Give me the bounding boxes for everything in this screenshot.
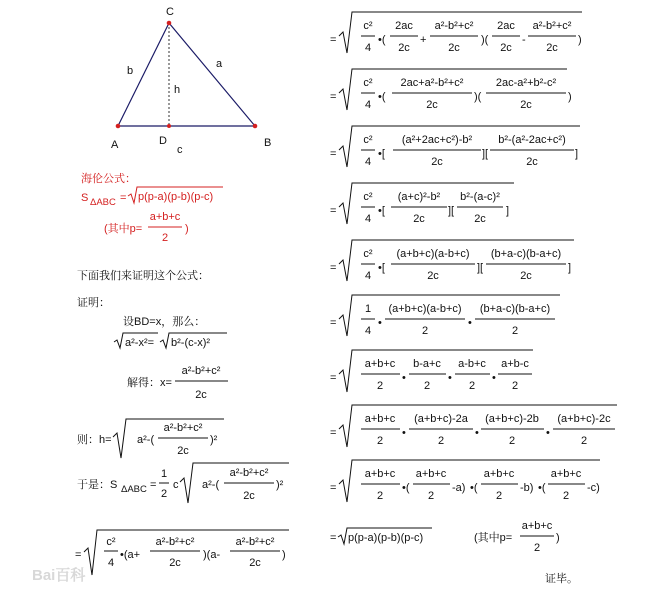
svg-text:a+b+c: a+b+c bbox=[364, 468, 396, 480]
qed-text: 证毕。 bbox=[545, 573, 578, 585]
svg-text:2c: 2c bbox=[474, 213, 486, 225]
svg-text:=: = bbox=[150, 479, 157, 491]
svg-text:b²-(a²-2ac+c²): b²-(a²-2ac+c²) bbox=[498, 134, 566, 146]
proof-label: 证明： bbox=[77, 297, 110, 309]
svg-text:b-a+c: b-a+c bbox=[413, 358, 441, 370]
svg-text:2: 2 bbox=[495, 490, 503, 502]
svg-text:]: ] bbox=[506, 205, 510, 217]
svg-text:=: = bbox=[75, 549, 82, 561]
side-b-label: b bbox=[127, 65, 134, 77]
svg-text:a+b+c: a+b+c bbox=[364, 413, 396, 425]
vertex-c-label: C bbox=[166, 6, 174, 18]
svg-text:2: 2 bbox=[376, 380, 384, 392]
foot-d-point bbox=[167, 124, 171, 128]
svg-text:b²-(c-x)²: b²-(c-x)² bbox=[171, 337, 211, 349]
svg-text:2ac: 2ac bbox=[395, 20, 413, 32]
svg-text:a²-b²+c²: a²-b²+c² bbox=[434, 20, 474, 32]
svg-text:a²-(: a²-( bbox=[137, 434, 155, 446]
side-c-label: c bbox=[177, 144, 183, 156]
svg-text:4: 4 bbox=[107, 557, 115, 569]
svg-text:)(: )( bbox=[481, 34, 489, 46]
svg-text:2c: 2c bbox=[398, 42, 410, 54]
svg-text:=: = bbox=[330, 372, 337, 384]
svg-text:4: 4 bbox=[364, 213, 372, 225]
svg-text:4: 4 bbox=[364, 156, 372, 168]
svg-text:4: 4 bbox=[364, 270, 372, 282]
svg-text:2c: 2c bbox=[520, 99, 532, 111]
svg-text:b²-(a-c)²: b²-(a-c)² bbox=[460, 191, 500, 203]
heron-radicand: p(p-a)(p-b)(p-c) bbox=[138, 191, 214, 203]
svg-text:ΔABC: ΔABC bbox=[121, 484, 147, 495]
heron-equals: = bbox=[120, 192, 127, 204]
svg-text:•: • bbox=[546, 427, 550, 439]
svg-text:2c: 2c bbox=[169, 557, 181, 569]
intro-text: 下面我们来证明这个公式： bbox=[77, 270, 209, 282]
svg-text:c²: c² bbox=[106, 536, 116, 548]
svg-text:a²-b²+c²: a²-b²+c² bbox=[163, 422, 203, 434]
svg-text:a²-b²+c²: a²-b²+c² bbox=[235, 536, 275, 548]
svg-text:2c: 2c bbox=[426, 99, 438, 111]
right-step-3 bbox=[330, 126, 580, 168]
svg-text:=: = bbox=[330, 148, 337, 160]
svg-text:c²: c² bbox=[363, 248, 373, 260]
so-label: 于是：S bbox=[77, 479, 118, 491]
svg-text:•: • bbox=[378, 317, 382, 329]
heron-where-denominator: 2 bbox=[161, 232, 169, 244]
svg-text:=: = bbox=[330, 91, 337, 103]
proof-area bbox=[77, 463, 289, 503]
svg-text:(b+a-c)(b-a+c): (b+a-c)(b-a+c) bbox=[479, 303, 551, 315]
proof-solve-x bbox=[127, 365, 228, 401]
svg-text:)(: )( bbox=[474, 91, 482, 103]
svg-text:4: 4 bbox=[364, 99, 372, 111]
svg-text:2c: 2c bbox=[413, 213, 425, 225]
svg-text:(a+b+c)-2c: (a+b+c)-2c bbox=[557, 413, 611, 425]
vertex-a-point bbox=[116, 124, 121, 129]
side-a-label: a bbox=[216, 58, 223, 70]
svg-text:2: 2 bbox=[376, 490, 384, 502]
triangle-diagram bbox=[111, 6, 271, 156]
svg-text:2c: 2c bbox=[546, 42, 558, 54]
svg-text:)(a-: )(a- bbox=[203, 549, 221, 561]
svg-text:•: • bbox=[475, 427, 479, 439]
side-a-line bbox=[169, 23, 255, 126]
then-label: 则：h= bbox=[77, 434, 112, 446]
proof-equation-1 bbox=[114, 333, 227, 349]
svg-text:=: = bbox=[330, 205, 337, 217]
right-step-6 bbox=[330, 295, 560, 337]
svg-text:]: ] bbox=[575, 148, 579, 160]
svg-text:2c: 2c bbox=[431, 156, 443, 168]
svg-text:2: 2 bbox=[376, 435, 384, 447]
svg-text:2: 2 bbox=[562, 490, 570, 502]
svg-text:a²-(: a²-( bbox=[202, 479, 220, 491]
right-final bbox=[330, 520, 578, 585]
svg-text:2c: 2c bbox=[520, 270, 532, 282]
svg-text:a+b+c: a+b+c bbox=[483, 468, 515, 480]
svg-text:a²-b²+c²: a²-b²+c² bbox=[532, 20, 572, 32]
svg-text:): ) bbox=[568, 91, 572, 103]
svg-text:•(: •( bbox=[378, 34, 386, 46]
watermark-logo: Bai百科 bbox=[32, 567, 86, 584]
svg-text:•(: •( bbox=[538, 482, 546, 494]
svg-text:•(: •( bbox=[470, 482, 478, 494]
svg-text:2c: 2c bbox=[177, 445, 189, 457]
svg-text:+: + bbox=[420, 34, 427, 46]
svg-text:4: 4 bbox=[364, 42, 372, 54]
heron-title: 海伦公式： bbox=[81, 173, 136, 185]
svg-text:a-b+c: a-b+c bbox=[458, 358, 486, 370]
svg-text:•: • bbox=[468, 317, 472, 329]
svg-text:a+b-c: a+b-c bbox=[501, 358, 529, 370]
svg-text:•(: •( bbox=[378, 91, 386, 103]
svg-text:a+b+c: a+b+c bbox=[521, 520, 553, 532]
height-label: h bbox=[174, 84, 181, 96]
svg-text:1: 1 bbox=[160, 468, 168, 480]
svg-text:4: 4 bbox=[364, 325, 372, 337]
right-step-2 bbox=[330, 69, 572, 111]
right-step-4 bbox=[330, 183, 514, 225]
right-step-7 bbox=[330, 350, 533, 392]
svg-text:): ) bbox=[578, 34, 582, 46]
svg-text:•: • bbox=[402, 427, 406, 439]
svg-text:-: - bbox=[522, 34, 526, 46]
svg-text:): ) bbox=[556, 532, 560, 544]
svg-text:=: = bbox=[330, 262, 337, 274]
svg-text:)²: )² bbox=[276, 479, 284, 491]
heron-s: S bbox=[81, 192, 89, 204]
svg-text:c²: c² bbox=[363, 77, 373, 89]
svg-text:2ac+a²-b²+c²: 2ac+a²-b²+c² bbox=[400, 77, 464, 89]
svg-text:(a+c)²-b²: (a+c)²-b² bbox=[397, 191, 441, 203]
svg-text:c²: c² bbox=[363, 191, 373, 203]
svg-text:=: = bbox=[330, 532, 337, 544]
svg-text:•(a+: •(a+ bbox=[120, 549, 141, 561]
svg-text:(a+b+c)(a-b+c): (a+b+c)(a-b+c) bbox=[396, 248, 470, 260]
right-step-1 bbox=[330, 12, 582, 54]
svg-text:a+b+c: a+b+c bbox=[550, 468, 582, 480]
svg-text:(a+b+c)(a-b+c): (a+b+c)(a-b+c) bbox=[388, 303, 462, 315]
svg-text:2: 2 bbox=[437, 435, 445, 447]
svg-text:a²-b²+c²: a²-b²+c² bbox=[229, 467, 269, 479]
svg-text:-c): -c) bbox=[587, 482, 600, 494]
heron-subscript: ΔABC bbox=[90, 197, 116, 208]
svg-text:c²: c² bbox=[363, 20, 373, 32]
right-step-5 bbox=[330, 240, 574, 282]
svg-text:•: • bbox=[448, 372, 452, 384]
final-where-open: (其中p= bbox=[474, 532, 513, 544]
svg-text:][: ][ bbox=[477, 262, 484, 274]
svg-text:2: 2 bbox=[580, 435, 588, 447]
heron-where-numerator: a+b+c bbox=[149, 211, 181, 223]
svg-text:2: 2 bbox=[511, 325, 519, 337]
svg-text:a²-b²+c²: a²-b²+c² bbox=[155, 536, 195, 548]
svg-text:(b+a-c)(b-a+c): (b+a-c)(b-a+c) bbox=[490, 248, 562, 260]
solve-label: 解得：x= bbox=[127, 377, 172, 389]
svg-text:a+b+c: a+b+c bbox=[415, 468, 447, 480]
proof-area-expanded bbox=[75, 530, 289, 575]
proof-let-bd: 设BD=x，那么： bbox=[123, 316, 206, 328]
vertex-b-label: B bbox=[264, 137, 272, 149]
svg-text:=: = bbox=[330, 482, 337, 494]
svg-text:a²-b²+c²: a²-b²+c² bbox=[181, 365, 221, 377]
svg-text:2: 2 bbox=[508, 435, 516, 447]
right-step-8 bbox=[330, 405, 617, 447]
svg-text:2c: 2c bbox=[195, 389, 207, 401]
svg-text:c²: c² bbox=[363, 134, 373, 146]
side-b-line bbox=[118, 23, 169, 126]
svg-text:1: 1 bbox=[364, 303, 372, 315]
foot-d-label: D bbox=[159, 135, 167, 147]
svg-text:•: • bbox=[492, 372, 496, 384]
svg-text:•: • bbox=[402, 372, 406, 384]
svg-text:(a²+2ac+c²)-b²: (a²+2ac+c²)-b² bbox=[401, 134, 473, 146]
svg-text:]: ] bbox=[568, 262, 572, 274]
svg-text:2: 2 bbox=[421, 325, 429, 337]
heron-where-close: ) bbox=[185, 223, 189, 235]
heron-formula bbox=[81, 171, 223, 244]
proof-height bbox=[77, 419, 224, 458]
svg-text:2: 2 bbox=[423, 380, 431, 392]
svg-text:=: = bbox=[330, 34, 337, 46]
svg-text:c: c bbox=[173, 479, 179, 491]
svg-text:-a): -a) bbox=[452, 482, 466, 494]
vertex-c-point bbox=[167, 21, 172, 26]
svg-text:2c: 2c bbox=[427, 270, 439, 282]
svg-text:•[: •[ bbox=[378, 205, 385, 217]
svg-text:•[: •[ bbox=[378, 148, 385, 160]
final-radicand: p(p-a)(p-b)(p-c) bbox=[348, 532, 424, 544]
svg-text:(a+b+c)-2b: (a+b+c)-2b bbox=[485, 413, 539, 425]
svg-text:2: 2 bbox=[160, 488, 168, 500]
svg-text:2c: 2c bbox=[249, 557, 261, 569]
vertex-a-label: A bbox=[111, 139, 119, 151]
svg-text:2ac-a²+b²-c²: 2ac-a²+b²-c² bbox=[495, 77, 557, 89]
svg-text:2ac: 2ac bbox=[497, 20, 515, 32]
svg-text:•(: •( bbox=[402, 482, 410, 494]
svg-text:2: 2 bbox=[468, 380, 476, 392]
svg-text:(a+b+c)-2a: (a+b+c)-2a bbox=[414, 413, 468, 425]
vertex-b-point bbox=[253, 124, 258, 129]
svg-text:=: = bbox=[330, 427, 337, 439]
svg-text:•[: •[ bbox=[378, 262, 385, 274]
right-step-9 bbox=[330, 460, 600, 502]
svg-text:=: = bbox=[330, 317, 337, 329]
svg-text:][: ][ bbox=[482, 148, 489, 160]
svg-text:2c: 2c bbox=[448, 42, 460, 54]
heron-where-open: (其中p= bbox=[104, 223, 143, 235]
svg-text:)²: )² bbox=[210, 434, 218, 446]
svg-text:][: ][ bbox=[448, 205, 455, 217]
svg-text:2: 2 bbox=[427, 490, 435, 502]
svg-text:2: 2 bbox=[511, 380, 519, 392]
svg-text:2: 2 bbox=[533, 542, 541, 554]
svg-text:-b): -b) bbox=[520, 482, 534, 494]
svg-text:): ) bbox=[282, 549, 286, 561]
svg-text:2c: 2c bbox=[243, 490, 255, 502]
proof-left-column bbox=[75, 296, 289, 575]
svg-text:2c: 2c bbox=[500, 42, 512, 54]
proof-right-column bbox=[330, 12, 617, 585]
svg-text:a²-x²=: a²-x²= bbox=[125, 337, 155, 349]
svg-text:a+b+c: a+b+c bbox=[364, 358, 396, 370]
svg-text:2c: 2c bbox=[526, 156, 538, 168]
